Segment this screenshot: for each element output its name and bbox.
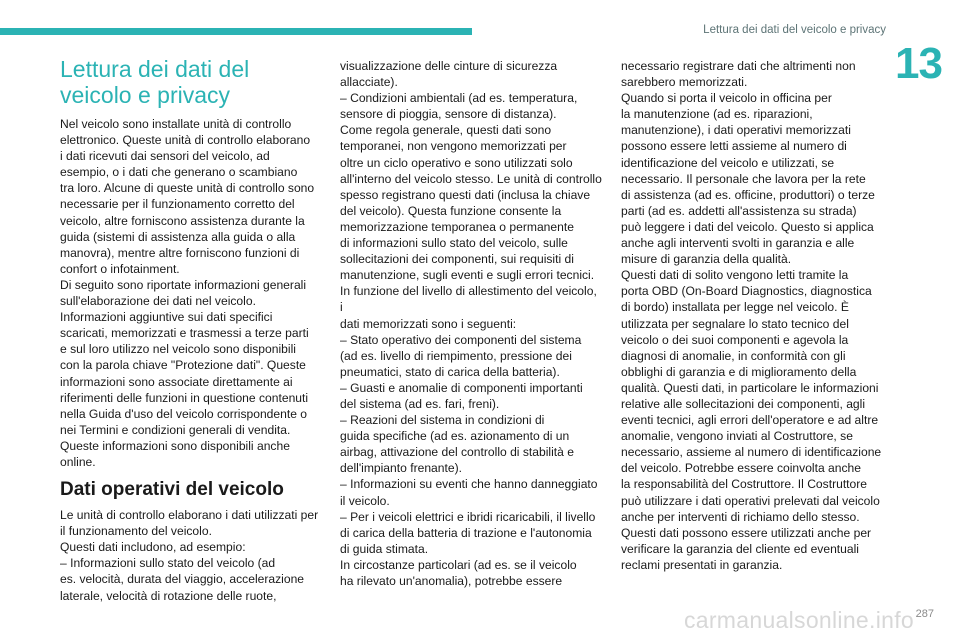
operating-data-paragraph: Le unità di controllo elaborano i dati utilizzati per il funzionamento del veicolo. Questi dati includono, ad esempio: – Informazioni sullo stato del veicolo (ad es. velocità, durata del viaggio, accelerazione laterale, velocità di rotazione delle ruote, [60, 508, 319, 603]
text-column-3 [621, 58, 883, 573]
column-2-text: visualizzazione delle cinture di sicurezza allacciate). – Condizioni ambientali (ad es. temperatura, sensore di pioggia, sensore di distanza). Come regola generale, questi dati sono temporanei, non vengono memorizzati per oltre un ciclo operativo e sono utilizzati solo all'interno del veicolo stesso. Le unità di controllo spesso registrano questi dati (inclusa la chiave del veicolo). Questa funzione consente la memorizzazione temporanea o permanente di informazioni sullo stato del veicolo, sulle sollecitazioni dei componenti, sui requisiti di manutenzione, sugli eventi e sugli errori tecnici. In funzione del livello di allestimento del veicolo, i dati memorizzati sono i seguenti: – Stato operativo dei componenti del sistema (ad es. livello di riempimento, pressione dei pneumatici, stato di carica della batteria). – Guasti e anomalie di componenti importanti del sistema (ad es. fari, freni). – Reazioni del sistema in condizioni di guida specifiche (ad es. azionamento di un airbag, attivazione del controllo di stabilità e dell'impianto frenante). – Informazioni su eventi che hanno danneggiato il veicolo. – Per i veicoli elettrici e ibridi ricaricabili, il livello di carica della batteria di trazione e l'autonomia di guida stimata. In circostanze particolari (ad es. se il veicolo ha rilevato un'anomalia), potrebbe essere [340, 59, 602, 588]
text-column-2 [340, 58, 602, 589]
column-3-text: necessario registrare dati che altrimenti non sarebbero memorizzati. Quando si porta il veicolo in officina per la manutenzione (ad es. riparazioni, manutenzione), i dati operativi memorizzati possono essere letti assieme al numero di identificazione del veicolo e utilizzati, se necessario. Il personale che lavora per la rete di assistenza (ad es. officine, produttori) o terze parti (ad es. addetti all'assistenza su strada) può leggere i dati del veicolo. Questo si applica anche agli interventi svolti in garanzia e alle misure di garanzia della qualità. Questi dati di solito vengono letti tramite la porta OBD (On-Board Diagnostics, diagnostica di bordo) installata per legge nel veicolo. È utilizzata per segnalare lo stato tecnico del veicolo o dei suoi componenti e agevola la diagnosi di anomalie, in conformità con gli obblighi di garanzia e di miglioramento della qualità. Questi dati, in particolare le informazioni relative alle sollecitazioni dei componenti, agli eventi tecnici, agli errori dell'operatore e ad altre anomalie, vengono inviati al Costruttore, se necessario, assieme al numero di identificazione del veicolo. Potrebbe essere coinvolta anche la responsabilità del Costruttore. Il Costruttore può utilizzare i dati operativi prelevati dal veicolo anche per interventi di richiamo dello stesso. Questi dati possono essere utilizzati anche per verificare la garanzia del cliente ed eventuali reclami presentati in garanzia. [621, 59, 882, 572]
intro-paragraph: Nel veicolo sono installate unità di controllo elettronico. Queste unità di controllo elaborano i dati ricevuti dai sensori del veicolo, ad esempio, o i dati che generano o scambiano tra loro. Alcune di queste unità di controllo sono necessarie per il funzionamento corretto del veicolo, altre forniscono assistenza durante la guida (sistemi di assistenza alla guida o alla manovra), mentre altre forniscono funzioni di confort o infotainment. Di seguito sono riportate informazioni generali sull'elaborazione dei dati nel veicolo. Informazioni aggiuntive sui dati specifici scaricati, memorizzati e trasmessi a terze parti e sul loro utilizzo nel veicolo sono disponibili con la parola chiave "Protezione dati". Queste informazioni sono associate direttamente ai riferimenti delle funzioni in questione contenuti nella Guida d'uso del veicolo corrispondente o nei Termini e condizioni generali di vendita. Queste informazioni sono disponibili anche online. [60, 117, 315, 469]
text-column-1 [60, 56, 322, 604]
subsection-heading: Dati operativi del veicolo [60, 479, 284, 501]
header-accent-bar [0, 28, 472, 35]
watermark-text: carmanualsonline.info [683, 607, 914, 633]
page-number: 287 [915, 608, 934, 620]
chapter-number: 13 [895, 39, 942, 88]
section-heading: Lettura dei dati del veicolo e privacy [60, 56, 250, 108]
running-header-title: Lettura dei dati del veicolo e privacy [703, 24, 886, 36]
